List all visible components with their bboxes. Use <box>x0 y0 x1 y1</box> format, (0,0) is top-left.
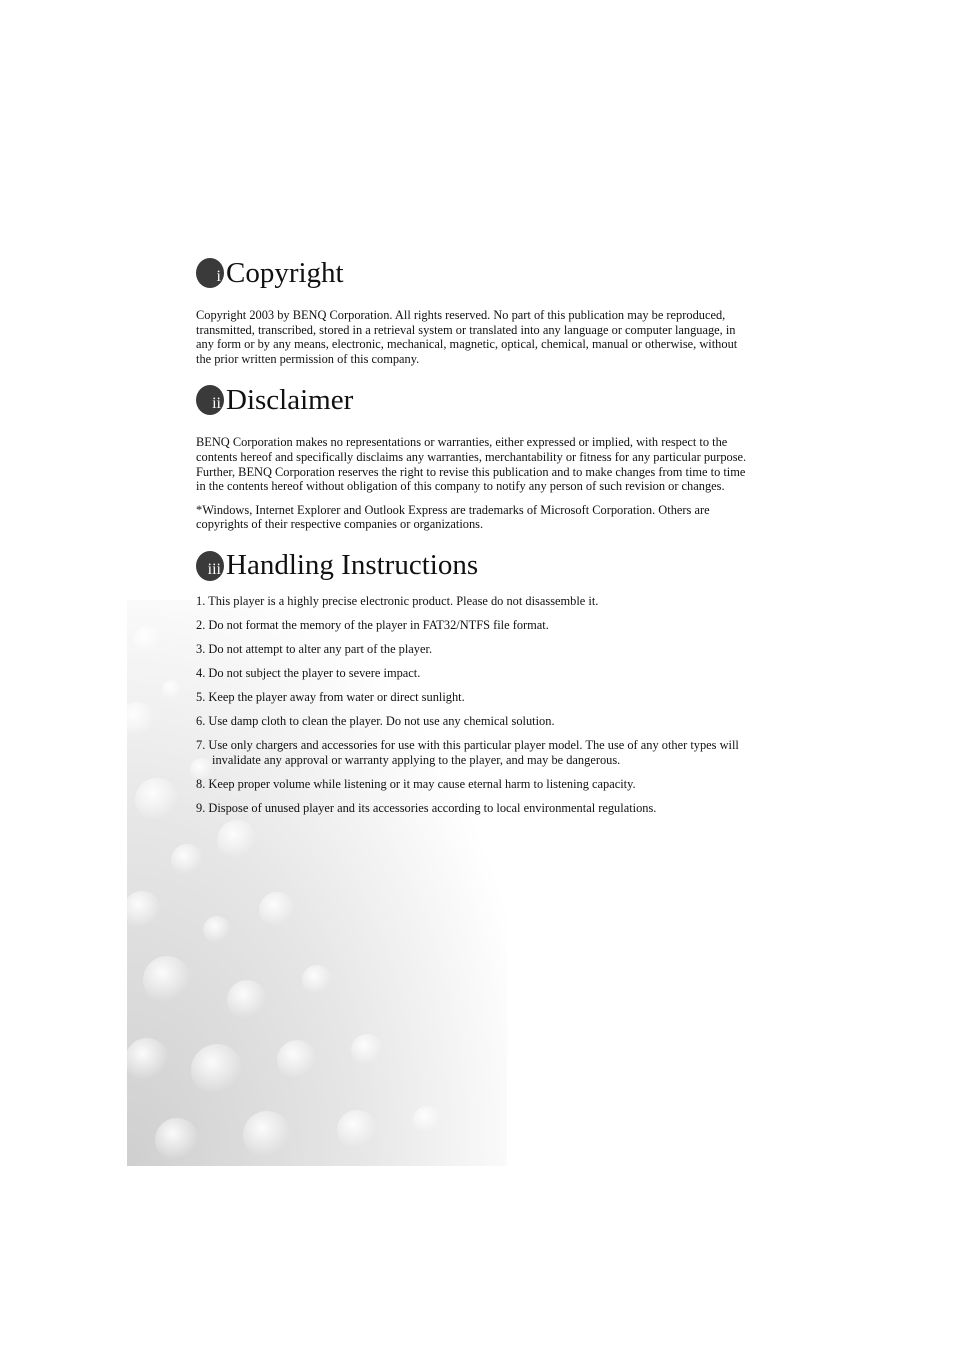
list-item: 3. Do not attempt to alter any part of the player. <box>196 641 433 656</box>
disclaimer-title: Disclaimer <box>226 383 354 416</box>
section-number-badge: ii <box>196 385 224 415</box>
list-item: 7. Use only chargers and accessories for use with this particular player model. The use of any other types will invalidate any approval or warranty applying to the player, and may be dangerous. <box>196 737 739 767</box>
list-item: 2. Do not format the memory of the player in FAT32/NTFS file format. <box>196 617 549 632</box>
handling-heading <box>196 551 748 581</box>
page-content <box>196 258 748 825</box>
list-item: 1. This player is a highly precise electronic product. Please do not disassemble it. <box>196 593 599 608</box>
copyright-title: Copyright <box>226 256 344 289</box>
disclaimer-body: BENQ Corporation makes no representations or warranties, either expressed or implied, with respect to the contents hereof and specifically disclaims any warranties, merchantability or fitness for any particular purpose. Further, BENQ Corporation reserves the right to revise this publication and to make changes from time to time in the contents hereof without obligation of this company to notify any person of such revision or changes. <box>196 435 747 494</box>
list-item: 6. Use damp cloth to clean the player. Do not use any chemical solution. <box>196 713 555 728</box>
copyright-body: Copyright 2003 by BENQ Corporation. All rights reserved. No part of this publication may be reproduced, transmitted, transcribed, stored in a retrieval system or translated into any language or computer language, in any form or by any means, electronic, mechanical, magnetic, optical, chemical, manual or otherwise, without the prior written permission of this company. <box>196 308 738 366</box>
handling-instructions-list <box>196 594 748 816</box>
section-number-badge: iii <box>196 551 224 581</box>
list-item: 4. Do not subject the player to severe impact. <box>196 665 421 680</box>
list-item: 8. Keep proper volume while listening or it may cause eternal harm to listening capacity. <box>196 776 636 791</box>
trademark-note: *Windows, Internet Explorer and Outlook Express are trademarks of Microsoft Corporation. Others are copyrights of their respective companies or organizations. <box>196 502 710 532</box>
copyright-heading <box>196 258 748 288</box>
section-number-badge: i <box>196 258 224 288</box>
disclaimer-heading <box>196 385 748 415</box>
list-item: 9. Dispose of unused player and its accessories according to local environmental regulations. <box>196 800 657 815</box>
list-item: 5. Keep the player away from water or direct sunlight. <box>196 689 465 704</box>
handling-title: Handling Instructions <box>226 549 479 582</box>
